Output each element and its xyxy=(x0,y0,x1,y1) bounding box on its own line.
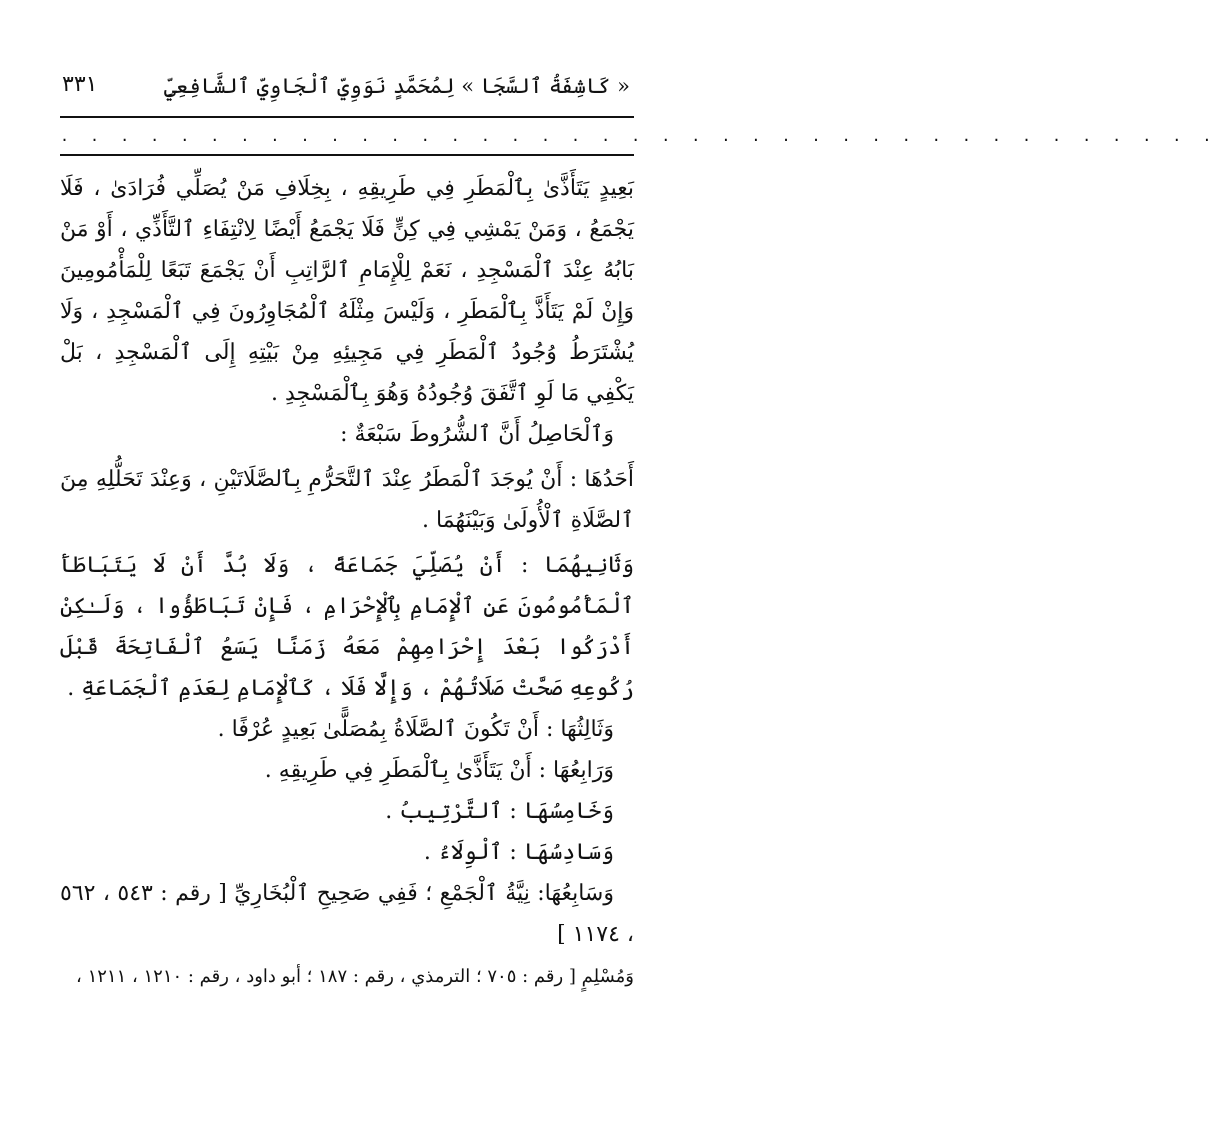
paragraph-condition-7: وَسَابِعُهَا: نِيَّةُ ٱلْجَمْعِ ؛ فَفِي صَحِيحِ ٱلْبُخَارِيِّ [ رقم : ٥٤٣ ، ٥٦٢ ، ١١٧٤ ] xyxy=(60,881,634,947)
book-page xyxy=(60,70,1217,1120)
paragraph-condition-6: وَسَادِسُهَا : ٱلْوِلَاءُ . xyxy=(423,840,614,865)
reference-text: وَمُسْلِمٍ [ رقم : ٧٠٥ ؛ الترمذي ، رقم : ١٨٧ ؛ أبو داود ، رقم : ١٢١٠ ، ١٢١١ ، xyxy=(76,966,634,987)
book-title: « كَاشِفَةُ ٱلسَّجَا » لِمُحَمَّدٍ نَوَوِيِّ ٱلْجَاوِيِّ ٱلشَّافِعِيِّ xyxy=(163,74,630,98)
section-rule xyxy=(60,154,634,156)
paragraph-condition-2: وَثَانِيهُمَا : أَنْ يُصَلِّيَ جَمَاعَةً ، وَلَا بُدَّ أَنْ لَا يَتَبَاطَأَ ٱلْمَأْمُومُونَ عَنِ ٱلْإِمَامِ بِٱلْإِحْرَامِ ، فَإِنْ تَبَاطَؤُوا ، وَلَـٰكِنْ أَدْرَكُوا بَعْدَ إِحْرَامِهِمْ مَعَهُ زَمَنًا يَسَعُ ٱلْفَاتِحَةَ قَبْلَ رُكُوعِهِ صَحَّتْ صَلَاتُهُمْ ، وَإِلَّا فَلَا ، كَٱلْإِمَامِ لِعَدَمِ ٱلْجَمَاعَةِ . xyxy=(60,553,634,701)
main-text xyxy=(60,168,634,955)
paragraph-condition-4: وَرَابِعُهَا : أَنْ يَتَأَذَّىٰ بِٱلْمَطَرِ فِي طَرِيقِهِ . xyxy=(264,758,614,783)
dotted-separator: . . . . . . . . . . . . . . . . . . . . . . . . . . . . . . . . . . . . . . . xyxy=(60,127,1217,145)
paragraph-condition-3: وَثَالِثُهَا : أَنْ تَكُونَ ٱلصَّلَاةُ بِمُصَلًّىٰ بَعِيدٍ عُرْفًا . xyxy=(217,717,614,742)
paragraph-continuation: بَعِيدٍ يَتَأَذَّىٰ بِٱلْمَطَرِ فِي طَرِيقِهِ ، بِخِلَافِ مَنْ يُصَلِّي فُرَادَىٰ ، فَلَا يَجْمَعُ ، وَمَنْ يَمْشِي فِي كِنٍّ فَلَا يَجْمَعُ أَيْضًا لِانْتِفَاءِ ٱلتَّأَذِّي ، أَوْ مَنْ بَابُهُ عِنْدَ ٱلْمَسْجِدِ ، نَعَمْ لِلْإِمَامِ ٱلرَّاتِبِ أَنْ يَجْمَعَ تَبَعًا لِلْمَأْمُومِينَ وَإِنْ لَمْ يَتَأَذَّ بِٱلْمَطَرِ ، وَلَيْسَ مِثْلَهُ ٱلْمُجَاوِرُونَ فِي ٱلْمَسْجِدِ ، وَلَا يُشْتَرَطُ وُجُودُ ٱلْمَطَرِ فِي مَجِيئِهِ مِنْ بَيْتِهِ إِلَى ٱلْمَسْجِدِ ، بَلْ يَكْفِي مَا لَوِ ٱتَّفَقَ وُجُودُهُ وَهُوَ بِٱلْمَسْجِدِ . xyxy=(60,176,634,406)
running-header xyxy=(60,70,634,112)
paragraph-conditions-intro: وَٱلْحَاصِلُ أَنَّ ٱلشُّرُوطَ سَبْعَةٌ : xyxy=(340,422,614,447)
page-number: ٣٣١ xyxy=(62,72,98,97)
reference-line xyxy=(60,957,634,997)
paragraph-condition-1: أَحَدُهَا : أَنْ يُوجَدَ ٱلْمَطَرُ عِنْدَ ٱلتَّحَرُّمِ بِٱلصَّلَاتَيْنِ ، وَعِنْدَ تَحَلُّلِهِ مِنَ ٱلصَّلَاةِ ٱلْأُولَىٰ وَبَيْنَهُمَا . xyxy=(60,467,634,533)
paragraph-condition-5: وَخَامِسُهَا : ٱلتَّرْتِيبُ . xyxy=(385,799,614,824)
